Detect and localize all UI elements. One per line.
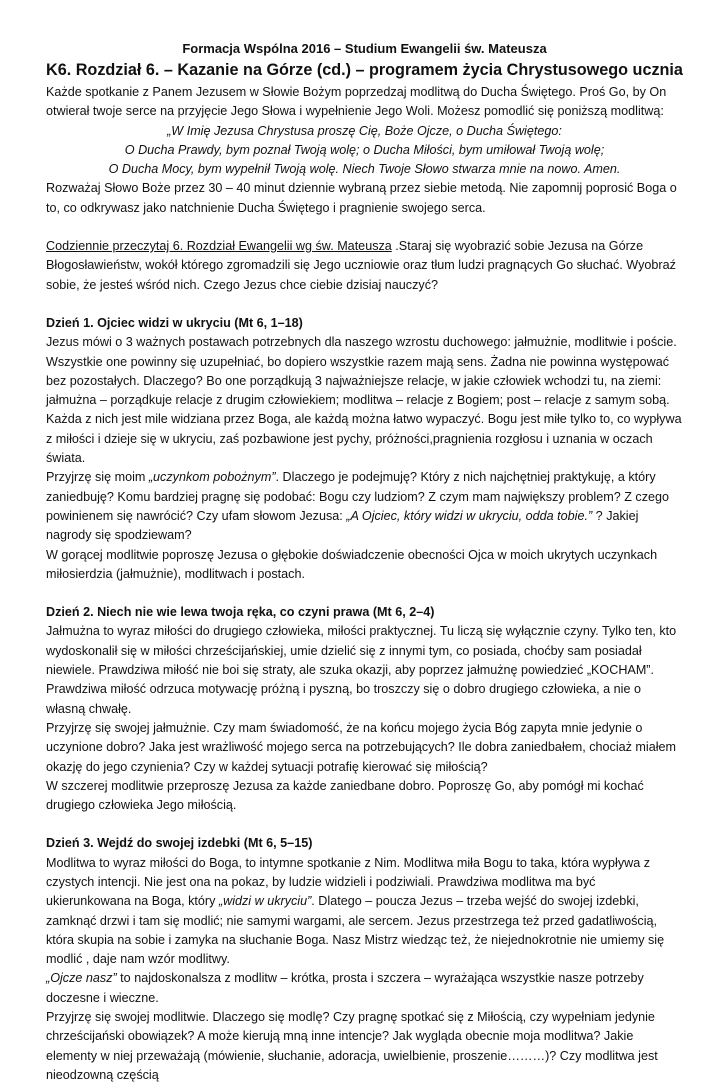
document-subtitle: Formacja Wspólna 2016 – Studium Ewangelii św. Mateusza: [182, 41, 547, 56]
prayer-line-1: „W Imię Jezusa Chrystusa proszę Cię, Boże Ojcze, o Ducha Świętego:: [167, 123, 562, 138]
day-3-quote: „Ojcze nasz”: [46, 971, 117, 986]
meditation-instructions: Rozważaj Słowo Boże przez 30 – 40 minut dziennie wybraną przez siebie metodą. Nie zapomnij poprosić Boga o to, co odkrywasz jako natchnienie Ducha Świętego i pragnienie swojego serca.: [46, 181, 677, 215]
day-1-paragraph-3: W gorącej modlitwie poproszę Jezusa o głębokie doświadczenie obecności Ojca w moich ukrytych uczynkach miłosierdzia (jałmużnie), modlitwach i postach.: [46, 547, 658, 581]
day-1-quote: „uczynkom pobożnym”: [148, 470, 276, 485]
day-2-heading: Dzień 2. Niech nie wie lewa twoja ręka, co czyni prawa (Mt 6, 2–4): [46, 605, 435, 620]
day-1-quote: „A Ojciec, który widzi w ukryciu, odda tobie.”: [346, 508, 593, 523]
reading-instructions: [46, 237, 683, 295]
document-title: K6. Rozdział 6. – Kazanie na Górze (cd.) – programem życia Chrystusowego ucznia: [46, 61, 683, 79]
day-3-heading: Dzień 3. Wejdź do swojej izdebki (Mt 6, 5–15): [46, 836, 313, 851]
day-1-text: ? Jakiej nagrody się spodziewam?: [46, 508, 639, 543]
day-3-text: to najdoskonalsza z modlitw – krótka, prosta i szczera – wyrażająca wszystkie nasze potrzeby doczesne i wieczne.: [46, 971, 644, 1005]
day-1-heading: Dzień 1. Ojciec widzi w ukryciu (Mt 6, 1–18): [46, 315, 303, 330]
prayer-line-2: O Ducha Prawdy, bym poznał Twoją wolę; o Ducha Miłości, bym umiłował Twoją wolę;: [124, 142, 605, 157]
day-1-paragraph-2: [46, 468, 683, 545]
day-1-paragraph-1: Jezus mówi o 3 ważnych postawach potrzebnych dla naszego wzrostu duchowego: jałmużnie, modlitwie i poście. Wszystkie one powinny się uzupełniać, bo dopiero wszystkie razem mają sens. Żadna nie powinna występować bez pozostałych. Dlaczego? Bo one porządkują 3 najważniejsze relacje, w jakie człowiek wchodzi tu, na ziemi: jałmużna – porządkuje relacje z drugim człowiekiem; modlitwa – relacje z Bogiem; post – relacje z samym sobą. Każda z nich jest mile widziana przez Boga, ale każdą można łatwo wypaczyć. Bogu jest miłe tylko to, co wypływa z miłości i dzieje się w ukryciu, zaś pozbawione jest pychy, próżności,pragnienia rozgłosu i uznania w oczach świata.: [46, 335, 682, 466]
day-2-paragraph-3: W szczerej modlitwie przeproszę Jezusa za każde zaniedbane dobro. Poproszę Go, aby pomógł mi kochać drugiego człowieka Jego miłością.: [46, 778, 644, 813]
day-3-paragraph-2: [46, 969, 683, 1008]
day-1-text: . Dlaczego je podejmuję? Który z nich najchętniej praktykuję, a który zaniedbuję? Komu bardziej pragnę się podobać: Bogu czy ludziom? Z czym mam największy problem? Z czego powinienem się nawrócić? Czy ufam słowom Jezusa:: [46, 470, 669, 523]
day-3-paragraph-1: [46, 854, 683, 970]
day-3-quote: „widzi w ukryciu”: [218, 894, 312, 909]
day-2-paragraph-1: Jałmużna to wyraz miłości do drugiego człowieka, miłości praktycznej. Tu liczą się wyłącznie czyny. Tylko ten, kto wydoskonalił się w miłości chrześcijańskiej, umie dzielić się z innymi tym, co posiada, choćby sam posiadał niewiele. Prawdziwa miłość nie boi się straty, ale szuka okazji, aby poprzez jałmużnę powiedzieć „KOCHAM”. Prawdziwa miłość odrzuca motywację próżną i pyszną, bo troszczy się o dobro drugiego człowieka, a nie o własną chwałę.: [46, 624, 677, 716]
day-3-text: . Dlatego – poucza Jezus – trzeba wejść do swojej izdebki, zamknąć drzwi i tam się modlić; nie samymi wargami, ale sercem. Jezus przestrzega też przed gadatliwością, która skupia na sobie i zamyka na słuchanie Boga. Nasz Mistrz wiedząc też, że niejednokrotnie nie umiemy się modlić , daje nam wzór modlitwy.: [46, 894, 665, 967]
day-2-paragraph-2: Przyjrzę się swojej jałmużnie. Czy mam świadomość, że na końcu mojego życia Bóg zapyta mnie jedynie o uczynione dobro? Jaka jest wrażliwość mojego serca na potrzebujących? Ile dobra zaniedbałem, chociaż miałem okazję do jego czynienia? Czy w każdej sytuacji potrafię kierować się miłością?: [46, 720, 677, 774]
prayer-line-3: O Ducha Mocy, bym wypełnił Twoją wolę. Niech Twoje Słowo stwarza mnie na nowo. Amen.: [108, 162, 621, 177]
day-3-text: Modlitwa to wyraz miłości do Boga, to intymne spotkanie z Nim. Modlitwa miła Bogu to taka, która wypływa z czystych intencji. Nie jest ona na pokaz, by ludzie widzieli i podziwiali. Prawdziwa modlitwa ma być ukierunkowana na Boga, który: [46, 855, 651, 909]
intro-paragraph: Każde spotkanie z Panem Jezusem w Słowie Bożym poprzedzaj modlitwą do Ducha Świętego. Proś Go, by On otwierał twoje serce na przyjęcie Jego Słowa i wypełnienie Jego Woli. Możesz pomodlić się poniższą modlitwą:: [46, 85, 667, 119]
day-1-text: Przyjrzę się moim: [46, 470, 149, 485]
day-3-paragraph-3: Przyjrzę się swojej modlitwie. Dlaczego się modlę? Czy pragnę spotkać się z Miłością, czy wypełniam jedynie chrześcijański obowiązek? A może kierują mną inne intencje? Jak wygląda obecnie moja modlitwa? Jakie elementy w niej przeważają (mówienie, słuchanie, adoracja, uwielbienie, proszenie………)? Czy modlitwa jest nieodzowną częścią: [46, 1010, 658, 1082]
reading-text: .Staraj się wyobrazić sobie Jezusa na Górze Błogosławieństw, wokół którego zgromadzili się Jego uczniowie oraz tłum ludzi pragnących Go słuchać. Wyobraź sobie, że jesteś wśród nich. Czego Jezus chce ciebie dzisiaj nauczyć?: [46, 239, 676, 292]
reading-assignment: Codziennie przeczytaj 6. Rozdział Ewangelii wg św. Mateusza: [46, 239, 392, 254]
